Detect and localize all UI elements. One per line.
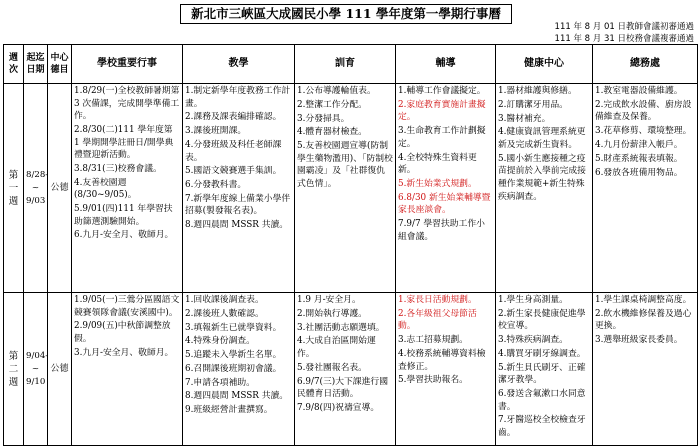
- list-item: 2.各年級祖父母節活動。: [398, 308, 477, 332]
- list-item: 1.公布導護輪值表。: [297, 86, 376, 96]
- list-item: 6.發送含氟漱口水同意書。: [498, 389, 586, 412]
- discipline-cell: [295, 293, 396, 446]
- list-item: 7.牙醫巡校全校檢查牙齒。: [498, 415, 586, 439]
- list-item: 4.分發班級及科任老師課表。: [185, 139, 282, 163]
- list-item: 1.9 月-安全月。: [297, 295, 361, 305]
- list-item: 5.新生貝氏刷牙、正確潔牙教學。: [498, 362, 586, 386]
- list-item: 2.家庭教育實施計畫擬定。: [398, 99, 486, 123]
- school-events-cell: [72, 84, 183, 293]
- list-item: 5.追蹤未入學新生名單。: [185, 350, 282, 361]
- list-item: 3.課後班開課。: [185, 126, 247, 137]
- list-item: 2.整潔工作分配。: [297, 99, 367, 110]
- list-item: 1.家長日活動規劃。: [398, 295, 477, 305]
- general-affairs-cell: [593, 293, 698, 446]
- list-item: 4.特殊身份調查。: [185, 336, 255, 347]
- list-item: 3.選舉班級家長委員。: [595, 335, 683, 346]
- list-item: 3.九月-安全月、敬師月。: [74, 347, 174, 358]
- list-item: 1.制定新學年度教務工作計畫。: [185, 86, 291, 109]
- list-item: 2.完成飲水設備、廚房設備維查及保養。: [595, 99, 692, 123]
- header-center: 中心 德目: [48, 45, 72, 84]
- list-item: 1.輔導工作會議擬定。: [398, 86, 486, 96]
- header-health: 健康中心: [496, 45, 593, 84]
- list-item: 5.友善校園週宣導(防制學生藥物濫用)、「防制校園霸凌」及「社群復仇式色情」。: [297, 141, 393, 189]
- approval-note-teacher-meeting: 111 年 8 月 01 日教師會議初審通過: [554, 22, 694, 32]
- list-item: 2.新生家長健康促進學校宣導。: [498, 308, 586, 332]
- teaching-cell: [183, 293, 295, 446]
- list-item: 4.校務系統輔導資料檢查修正。: [398, 348, 486, 372]
- list-item: 2.開始執行導護。: [297, 308, 367, 319]
- list-item: 4.體育器材檢查。: [297, 127, 367, 138]
- list-item: 1.8/29(一)全校教師暑期第 3 次備課，完成開學準備工作。: [74, 86, 180, 122]
- list-item: 5.新生始業式規劃。: [398, 178, 477, 189]
- week-label: 第 一 週: [4, 84, 24, 293]
- list-item: 7.9/8(四)祝禱宣導。: [297, 402, 380, 413]
- list-item: 5.發社團報名表。: [297, 362, 367, 373]
- list-item: 6.8/30 新生始業輔導暨家長座談會。: [398, 192, 491, 216]
- week-center-virtue: 公德: [48, 293, 72, 446]
- week-row: [4, 84, 698, 293]
- list-item: 4.九月份薪津入帳戶。: [595, 139, 683, 150]
- list-item: 8.週四晨間 MSSR 共讀。: [185, 391, 289, 402]
- list-item: 5.學習扶助報名。: [398, 375, 468, 386]
- list-item: 3.花草修剪、環境整理。: [595, 126, 692, 137]
- week-dates: 8/28- ~ 9/03: [24, 84, 48, 293]
- header-discipline: 訓育: [295, 45, 396, 84]
- header-counseling: 輔導: [396, 45, 496, 84]
- list-item: 5.國小新生應接種之疫苗提前於入學前完成接種作業規範+新生特殊疾病調查。: [498, 153, 586, 202]
- header-teaching: 教學: [183, 45, 295, 84]
- list-item: 1.器材維護與修繕。: [498, 86, 577, 96]
- header-school: 學校重要行事: [72, 45, 183, 84]
- list-item: 4.全校特殊生資料更新。: [398, 152, 477, 176]
- week-center-virtue: 公德: [48, 84, 72, 293]
- week-row: [4, 293, 698, 446]
- list-item: 6.分發教科書。: [185, 180, 247, 191]
- list-item: 1.學生身高測量。: [498, 295, 568, 305]
- list-item: 2.課務及課表編排確認。: [185, 112, 282, 123]
- list-item: 5.財產系統報表填報。: [595, 153, 683, 164]
- list-item: 2.8/30(二)111 學年度第 1 學期開學註冊日/開學典禮暨迎新活動。: [74, 124, 174, 161]
- list-item: 3.填報新生已就學資料。: [185, 322, 282, 333]
- list-item: 9.班級經營計畫撰寫。: [185, 405, 273, 416]
- list-item: 5.國語文競賽選手集訓。: [185, 166, 282, 177]
- week-dates: 9/04- ~ 9/10: [24, 293, 48, 446]
- list-item: 3.生命教育工作計劃擬定。: [398, 126, 486, 149]
- header-row: [4, 45, 698, 84]
- list-item: 7.新學年度線上備業小學伴招募(製發報名表)。: [185, 193, 291, 217]
- list-item: 1.9/05(一)三鶯分區國語文競賽領隊會議(安溪國中)。: [74, 295, 180, 318]
- list-item: 7.9/7 學習扶助工作小組會議。: [398, 219, 485, 242]
- header-general: 總務處: [593, 45, 698, 84]
- list-item: 4.健康資訊管理系統更新及完成新生資料。: [498, 127, 586, 150]
- page-title: 新北市三峽區大成國民小學 111 學年度第一學期行事曆: [180, 4, 512, 24]
- health-cell: [496, 84, 593, 293]
- list-item: 3.分發掃具。: [297, 113, 350, 124]
- list-item: 1.學生課桌椅調整高度。: [595, 295, 692, 305]
- list-item: 5.9/01(四)111 年學習扶助篩選測驗開始。: [74, 204, 173, 227]
- header-week: 週 次: [4, 45, 24, 84]
- list-item: 3.8/31(三)校務會議。: [74, 163, 162, 174]
- list-item: 2.訂購潔牙用品。: [498, 99, 568, 110]
- list-item: 4.購買牙刷牙線調查。: [498, 348, 586, 359]
- teaching-cell: [183, 84, 295, 293]
- list-item: 2.課後班人數確認。: [185, 308, 264, 319]
- list-item: 3.醫材補充。: [498, 113, 551, 124]
- list-item: 8.週四晨間 MSSR 共讀。: [185, 220, 289, 231]
- header-dates: 起迄 日期: [24, 45, 48, 84]
- list-item: 1.教室電器設備維護。: [595, 86, 683, 96]
- health-cell: [496, 293, 593, 446]
- list-item: 6.9/7(三)大下課進行國民體育日活動。: [297, 376, 388, 400]
- list-item: 3.特殊疾病調查。: [498, 335, 568, 346]
- list-item: 4.友善校園週(8/30~9/05)。: [74, 177, 137, 201]
- list-item: 6.發放各班備用物品。: [595, 167, 683, 178]
- list-item: 2.9/09(五)中秋節調整放假。: [74, 321, 171, 344]
- counseling-cell: [396, 84, 496, 293]
- list-item: 3.志工招募規劃。: [398, 335, 468, 346]
- school-events-cell: [72, 293, 183, 446]
- discipline-cell: [295, 84, 396, 293]
- list-item: 3.社團活動志願選填。: [297, 322, 385, 333]
- list-item: 4.大成自治區開始運作。: [297, 336, 376, 359]
- list-item: 6.召開課後班期初會議。: [185, 363, 282, 374]
- counseling-cell: [396, 293, 496, 446]
- list-item: 2.飲水機維修保養及過心更換。: [595, 308, 692, 332]
- approval-note-school-meeting: 111 年 8 月 31 日校務會議複審通過: [554, 34, 694, 44]
- list-item: 1.回收課後調查表。: [185, 295, 264, 305]
- general-affairs-cell: [593, 84, 698, 293]
- calendar-table: [3, 44, 698, 446]
- week-label: 第 二 週: [4, 293, 24, 446]
- list-item: 7.申請各項補助。: [185, 377, 255, 388]
- list-item: 6.九月-安全月、敬師月。: [74, 230, 174, 241]
